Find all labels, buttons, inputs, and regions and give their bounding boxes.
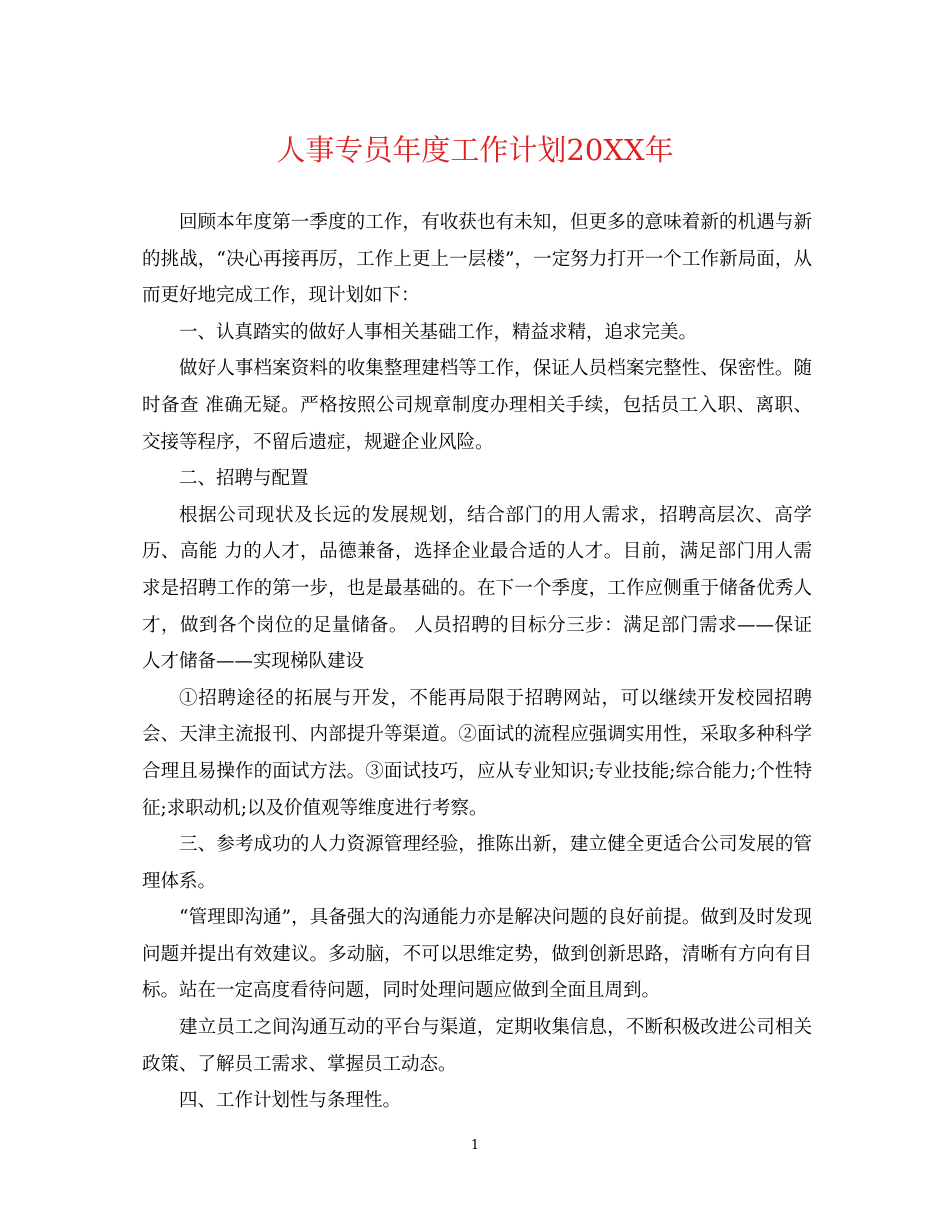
section-heading-2: 二、招聘与配置 bbox=[179, 468, 309, 490]
paragraph-recruitment: 根据公司现状及长远的发展规划，结合部门的用人需求，招聘高层次、高学历、高能 力的人才，品德兼备，选择企业最合适的人才。目前，满足部门用人需求是招聘工作的第一步，也是最基础的。在下一个季度，工作应侧重于储备优秀人才，做到各个岗位的足量储备。 人员招聘的目标分三步：满足部门需求——保证人才储备——实现梯队建设 bbox=[142, 504, 812, 673]
document-title: 人事专员年度工作计划20XX年 bbox=[276, 133, 674, 167]
document-body bbox=[142, 205, 812, 1120]
section-heading-3: 三、参考成功的人力资源管理经验，推陈出新，建立健全更适合公司发展的管理体系。 bbox=[142, 834, 812, 892]
paragraph-recruitment-methods: ①招聘途径的拓展与开发，不能再局限于招聘网站，可以继续开发校园招聘会、天津主流报刊、内部提升等渠道。②面试的流程应强调实用性，采取多种科学合理且易操作的面试方法。③面试技巧，应从专业知识;专业技能;综合能力;个性特征;求职动机;以及价值观等维度进行考察。 bbox=[142, 687, 812, 819]
paragraph-archives: 做好人事档案资料的收集整理建档等工作，保证人员档案完整性、保密性。随时备查 准确无疑。严格按照公司规章制度办理相关手续，包括员工入职、离职、交接等程序，不留后遗症，规避企业风险。 bbox=[142, 358, 812, 453]
paragraph-intro: 回顾本年度第一季度的工作，有收获也有未知，但更多的意味着新的机遇与新的挑战，“决心再接再厉，工作上更上一层楼”，一定努力打开一个工作新局面，从而更好地完成工作，现计划如下： bbox=[142, 212, 812, 307]
section-heading-1: 一、认真踏实的做好人事相关基础工作，精益求精，追求完美。 bbox=[179, 321, 698, 343]
page-number: 1 bbox=[470, 1138, 480, 1153]
paragraph-communication: “管理即沟通”，具备强大的沟通能力亦是解决问题的良好前提。做到及时发现问题并提出有效建议。多动脑，不可以思维定势，做到创新思路，清晰有方向有目标。站在一定高度看待问题，同时处理问题应做到全面且周到。 bbox=[142, 907, 812, 1002]
section-heading-4: 四、工作计划性与条理性。 bbox=[179, 1090, 402, 1112]
paragraph-platform: 建立员工之间沟通互动的平台与渠道，定期收集信息，不断积极改进公司相关政策、了解员工需求、掌握员工动态。 bbox=[142, 1017, 812, 1075]
